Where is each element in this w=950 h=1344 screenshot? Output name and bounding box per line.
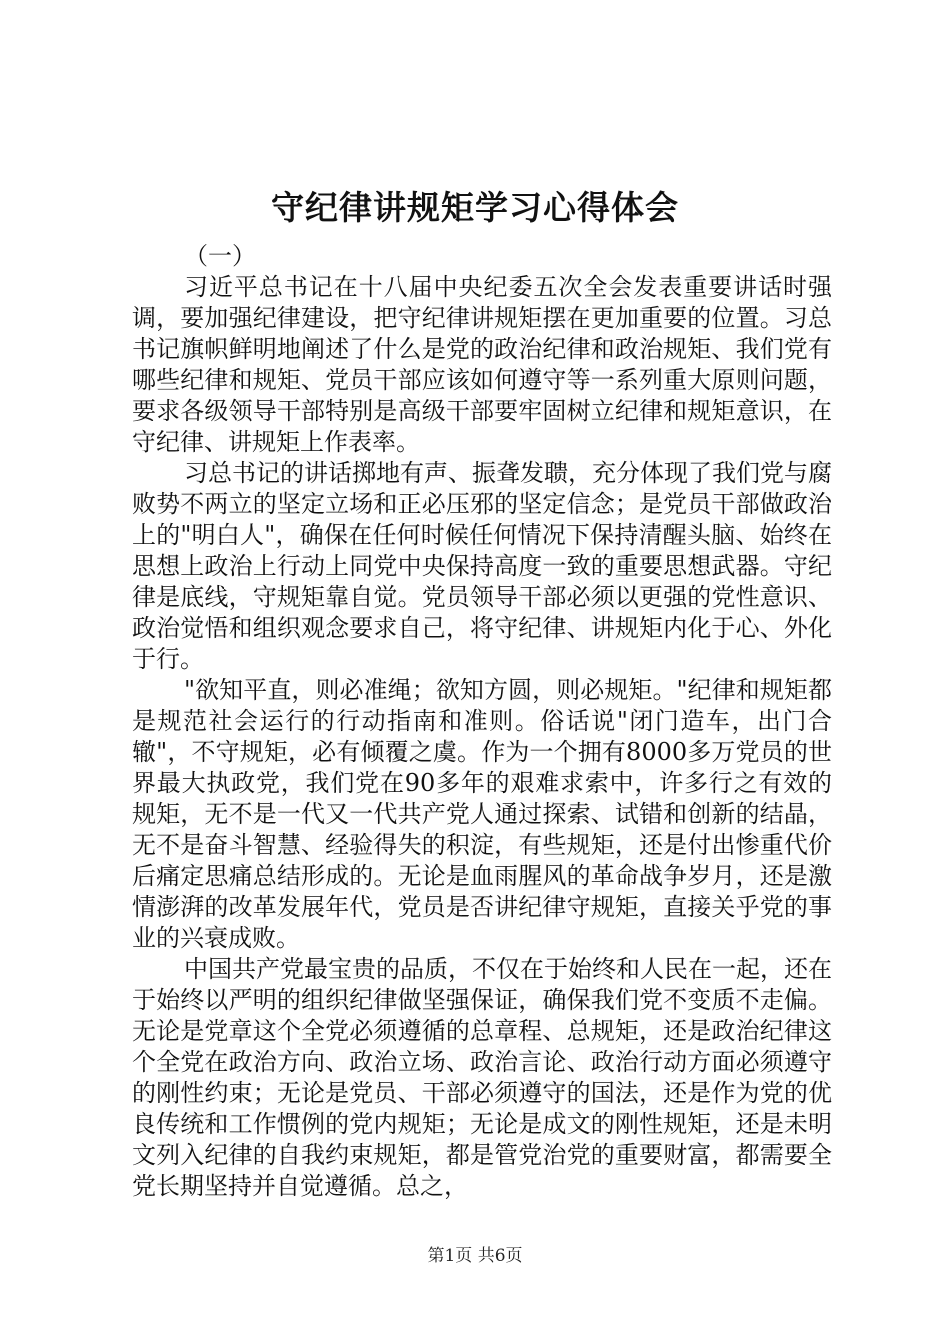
paragraph-4: 中国共产党最宝贵的品质，不仅在于始终和人民在一起，还在于始终以严明的组织纪律做坚强保证，确保我们党不变质不走偏。无论是党章这个全党必须遵循的总章程、总规矩，还是政治纪律这个全党在政治方向、政治立场、政治言论、政治行动方面必须遵守的刚性约束；无论是党员、干部必须遵守的国法，还是作为党的优良传统和工作惯例的党内规矩；无论是成文的刚性规矩，还是未明文列入纪律的自我约束规矩，都是管党治党的重要财富，都需要全党长期坚持并自觉遵循。总之， xyxy=(132,955,832,1200)
paragraph-3: "欲知平直，则必准绳；欲知方圆，则必规矩。"纪律和规矩都是规范社会运行的行动指南和准则。俗话说"闭门造车，出门合辙"，不守规矩，必有倾覆之虞。作为一个拥有8000多万党员的世界最大执政党，我们党在90多年的艰难求索中，许多行之有效的规矩，无不是一代又一代共产党人通过探索、试错和创新的结晶，无不是奋斗智慧、经验得失的积淀，有些规矩，还是付出惨重代价后痛定思痛总结形成的。无论是血雨腥风的革命战争岁月，还是激情澎湃的改革发展年代，党员是否讲纪律守规矩，直接关乎党的事业的兴衰成败。 xyxy=(132,676,832,952)
page-footer: 第1页 共6页 xyxy=(427,1246,523,1266)
document-body xyxy=(132,240,832,1202)
document-title: 守纪律讲规矩学习心得体会 xyxy=(271,188,679,227)
section-label: （一） xyxy=(184,242,256,270)
paragraph-1: 习近平总书记在十八届中央纪委五次全会发表重要讲话时强调，要加强纪律建设，把守纪律讲规矩摆在更加重要的位置。习总书记旗帜鲜明地阐述了什么是党的政治纪律和政治规矩、我们党有哪些纪律和规矩、党员干部应该如何遵守等一系列重大原则问题，要求各级领导干部特别是高级干部要牢固树立纪律和规矩意识，在守纪律、讲规矩上作表率。 xyxy=(132,273,832,456)
paragraph-2: 习总书记的讲话掷地有声、振聋发聩，充分体现了我们党与腐败势不两立的坚定立场和正必压邪的坚定信念；是党员干部做政治上的"明白人"，确保在任何时候任何情况下保持清醒头脑、始终在思想上政治上行动上同党中央保持高度一致的重要思想武器。守纪律是底线，守规矩靠自觉。党员领导干部必须以更强的党性意识、政治觉悟和组织观念要求自己，将守纪律、讲规矩内化于心、外化于行。 xyxy=(132,459,832,673)
